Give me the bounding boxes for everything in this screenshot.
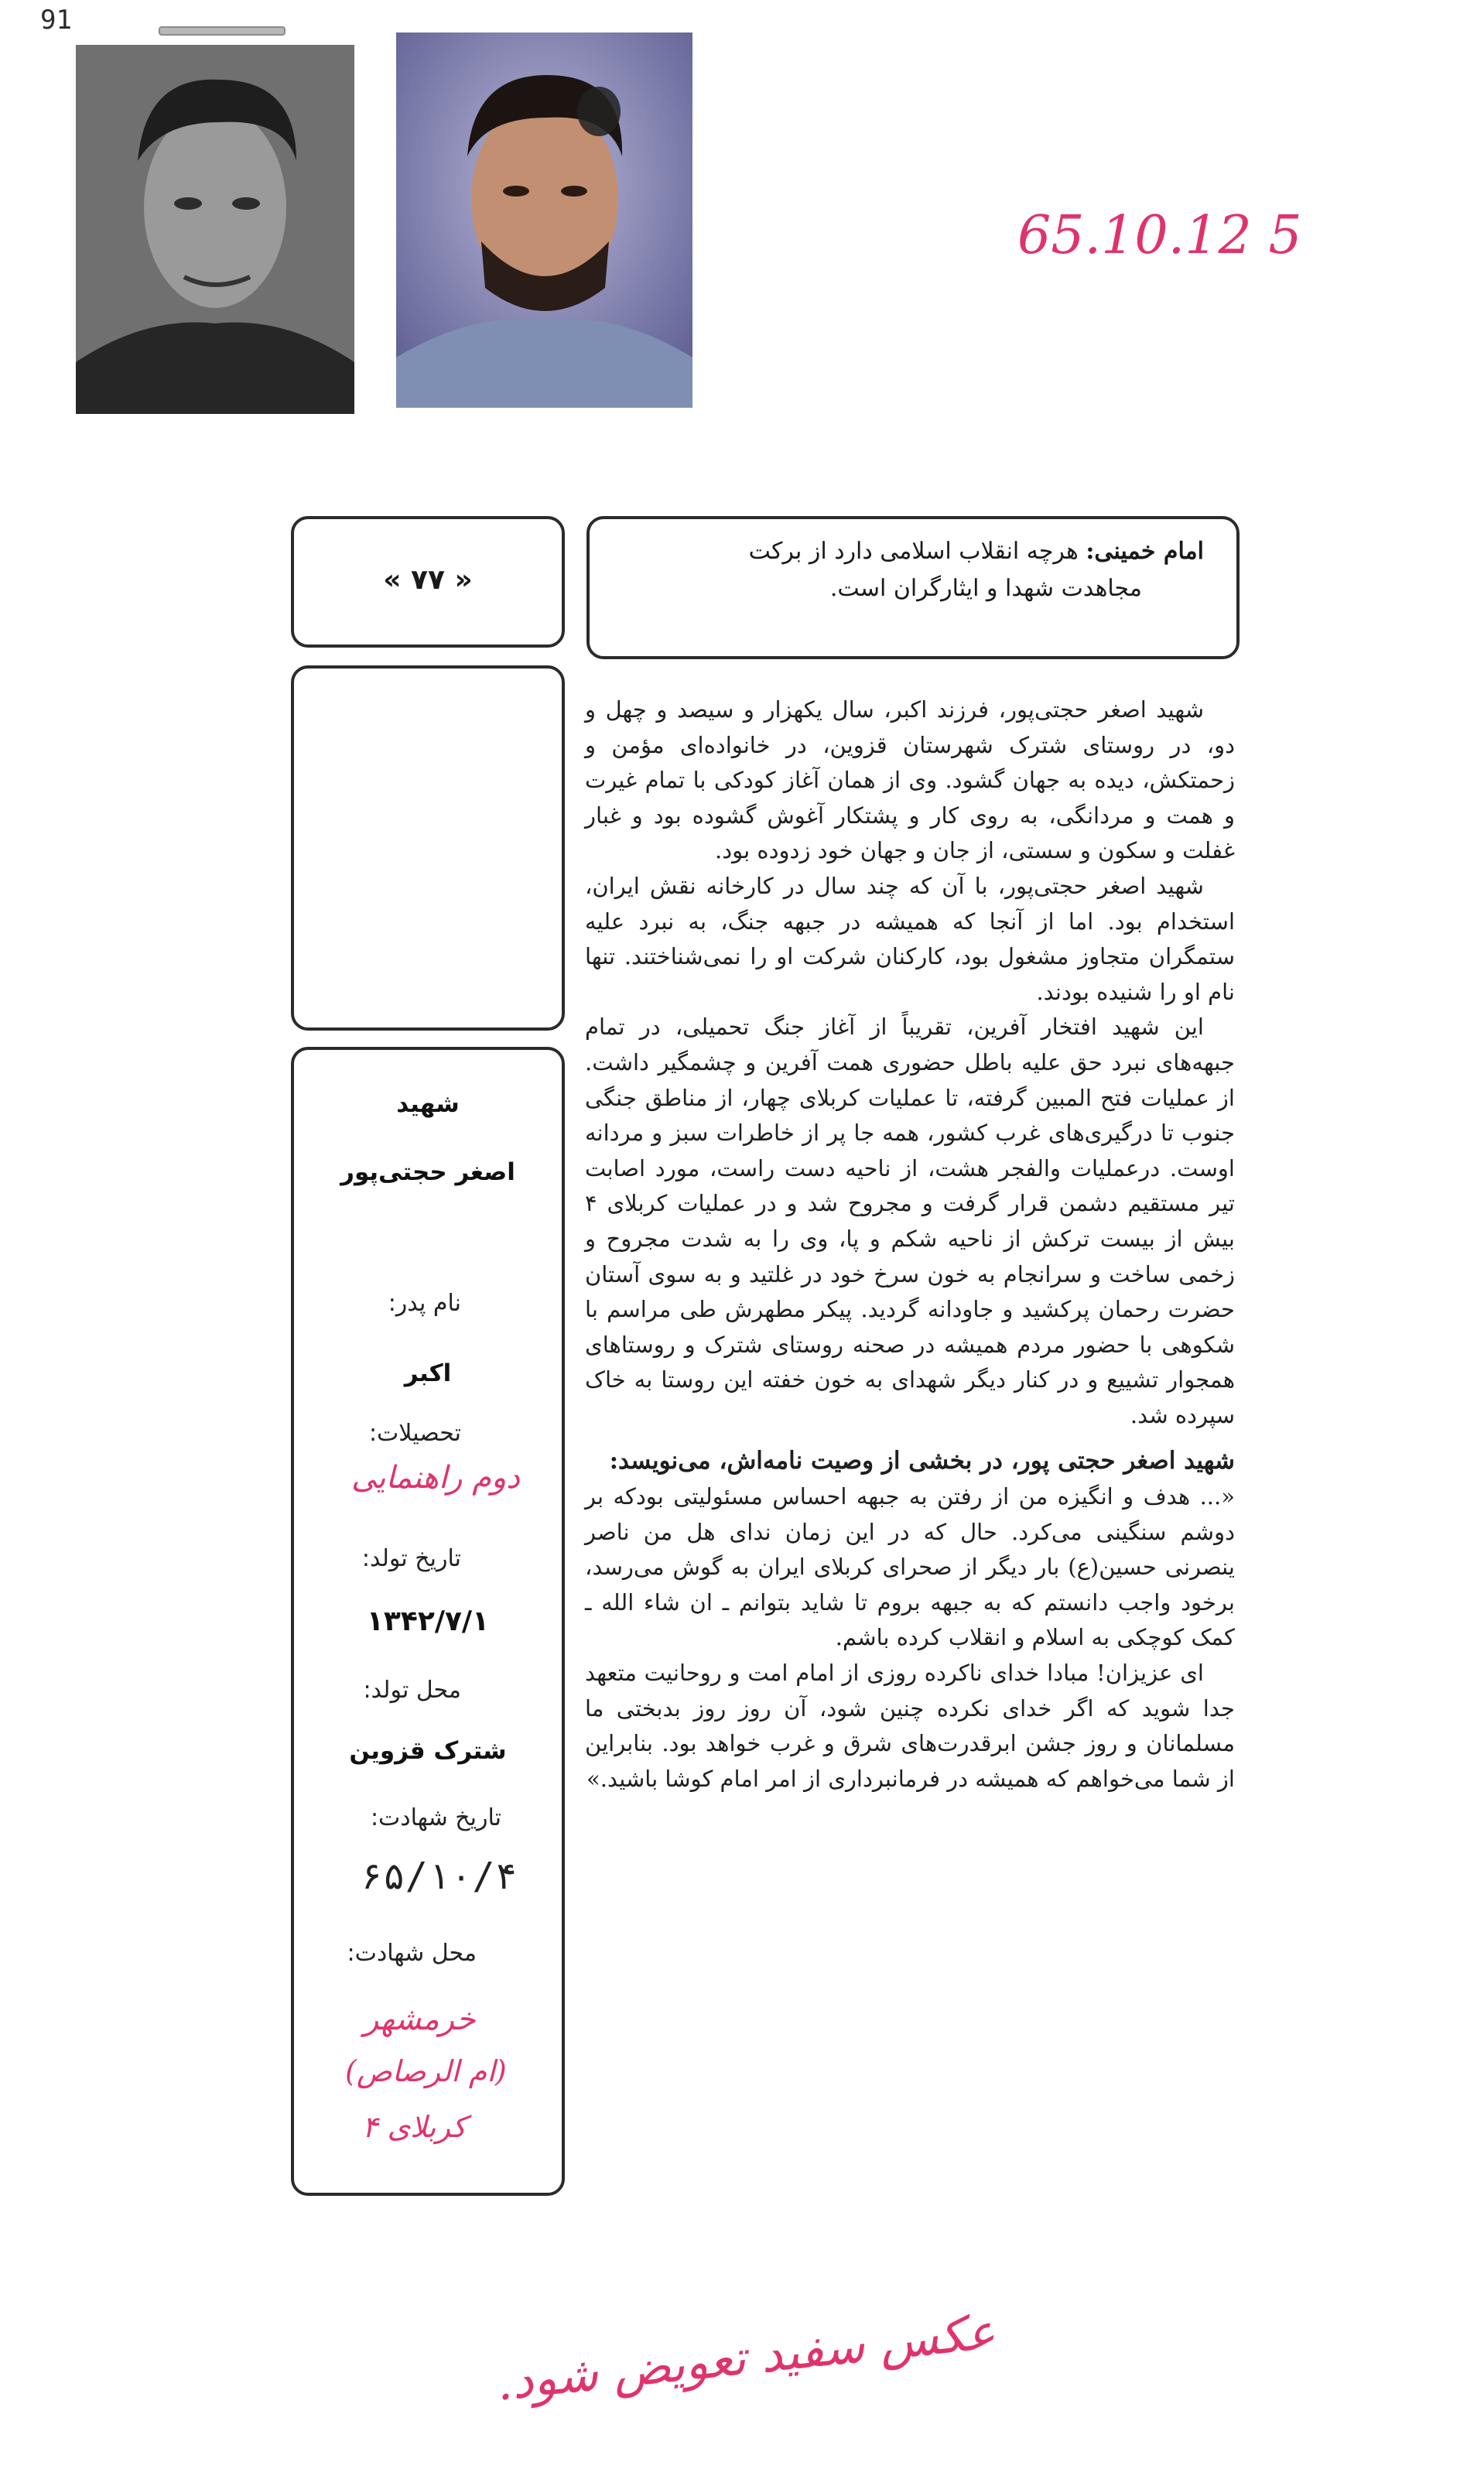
birthdate-label: تاریخ تولد: [361,1545,461,1572]
martyrdom-place-line-2: (ام الرصاص) [345,2054,507,2088]
portrait-photo-color [396,32,692,408]
martyr-name: اصغر حجتی‌پور [340,1158,515,1186]
martyr-title: شهید [396,1090,460,1118]
quote-line-1: هرچه انقلاب اسلامی دارد از برکت [748,538,1079,565]
father-label: نام پدر: [388,1290,461,1317]
photo-placeholder-box [291,665,565,1031]
father-value: اکبر [404,1359,452,1387]
biography-section [585,692,1235,1797]
corner-number: 91 [40,5,72,36]
portrait-photo-grayscale [76,45,354,414]
will-paragraph: ای عزیزان! مبادا خدای ناکرده روزی از امام امت و روحانیت متعهد جدا شوید که اگر خدای نکرده چنین شود، آن روز روز بدبختی ما مسلمانان و روز جشن ابرقدرت‌های شرق و غرب خواهد بود. بنابراین از شما می‌خواهم که همیشه در فرمانبرداری از امر امام کوشا باشید.» [585,1660,1235,1792]
biography-paragraph: این شهید افتخار آفرین، تقریباً از آغاز جنگ تحمیلی، در تمام جبهه‌های نبرد حق علیه باطل حضوری همت آفرین و چشمگیر داشت. از عملیات فتح المبین گرفته، تا عملیات کربلای چهار، از مناطق جنگی جنوب تا درگیری‌های غرب کشور، همه جا پر از خاطرات سبز و مردانه اوست. درعملیات والفجر هشت، از ناحیه دست راست، مورد اصابت تیر مستقیم دشمن قرار گرفت و مجروح شد و در عملیات کربلای ۴ بیش از بیست ترکش از ناحیه شکم و پا، وی را به شدت مجروح و زخمی ساخت و سرانجام به خون سرخ خود در غلتید و به سوی آستان حضرت رحمان پرکشید و جاودانه گردید. پیکر مطهرش طی مراسم با شکوهی با حضور مردم همیشه در صحنه روستای شترک و روستاهای همجوار تشییع و در کنار دیگر شهدای به خون خفته این روستا به خاک سپرده شد. [585,1014,1235,1428]
quote-line-2: مجاهدت شهدا و ایثارگران است. [829,575,1142,602]
martyrdom-place-line-3: کربلای ۴ [362,2110,467,2144]
martyrdom-date-label: تاریخ شهادت: [370,1804,501,1831]
page-number: « ۷۷ » [383,564,473,596]
martyrdom-place-line-1: خرمشهر [364,2002,476,2037]
quote-box [586,516,1240,659]
will-heading: شهید اصغر حجتی پور، در بخشی از وصیت نامه‌اش، می‌نویسد: [609,1447,1235,1475]
footer-handwritten-note: عکس سفید تعویض شود. [493,2303,998,2412]
page-number-box [291,516,565,648]
biography-paragraph: شهید اصغر حجتی‌پور، فرزند اکبر، سال یکهزار و سیصد و چهل و دو، در روستای شترک شهرستان قزوین، در خانواده‌ای مؤمن و زحمتکش، دیده به جهان گشود. وی از همان آغاز کودکی با تمام غیرت و همت و مردانگی، به روی کار و پشتکار آغوش گشوده بود و غبار غفلت و سکون و سستی، از جان و جهان خود زدوده بود. [585,696,1235,864]
martyr-info-box [291,1047,565,2196]
staple-mark [159,26,286,36]
biography-paragraph: شهید اصغر حجتی‌پور، با آن که چند سال در کارخانه نقش ایران، استخدام بود. اما از آنجا که همیشه در جبهه جنگ، به نبرد علیه ستمگران متجاوز مشغول بود، کارکنان شرکت او را نمی‌شناختند. تنها نام او را شنیده بودند. [585,872,1235,1005]
birthplace-value: شترک قزوین [349,1737,507,1765]
martyrdom-date-value: ۶۵/۱۰/۴ [361,1855,518,1898]
quote-author: امام خمینی: [1086,538,1204,565]
education-label: تحصیلات: [368,1420,461,1447]
birthplace-label: محل تولد: [363,1677,461,1704]
will-paragraph: «... هدف و انگیزه من از رفتن به جبهه احساس مسئولیتی بودکه بر دوشم سنگینی می‌کرد. حال که در این زمان ندای هل من ناصر ینصرنی حسین(ع) بار دیگر از صحرای کربلای ایران به گوش می‌رسد، برخود واجب دانستم که به جبهه بروم تا شاید بتوانم ـ ان شاء الله ـ کمک کوچکی به اسلام و انقلاب کرده باشم. [585,1483,1235,1651]
handwritten-id: 65.10.12 5 [1017,205,1302,266]
martyrdom-place-label: محل شهادت: [347,1940,477,1967]
education-handwritten: دوم راهنمایی [351,1460,520,1496]
quote-text [616,533,1204,607]
birthdate-value: ۱۳۴۲/۷/۱ [366,1605,490,1637]
